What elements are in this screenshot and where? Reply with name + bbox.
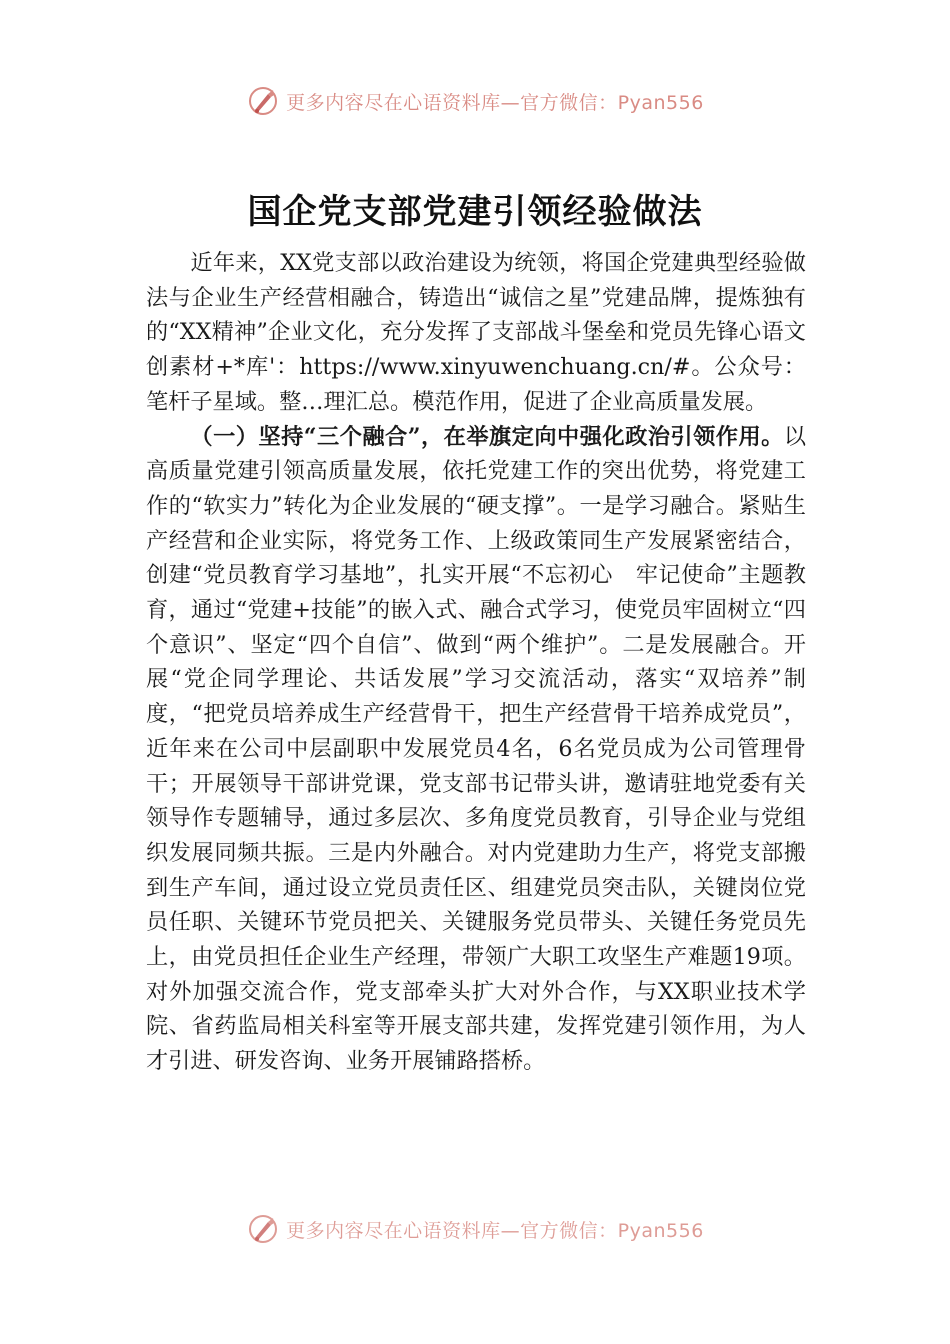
document-body xyxy=(146,246,806,1079)
watermark-text: 更多内容尽在心语资料库—官方微信：Pyan556 xyxy=(286,91,704,114)
section-body: 以高质量党建引领高质量发展，依托党建工作的突出优势，将党建工作的“软实力”转化为企业发展的“硬支撑”。一是学习融合。紧贴生产经营和企业实际，将党务工作、上级政策同生产发展紧密结合，创建“党员教育学习基地”，扎实开展“不忘初心 牢记使命”主题教育，通过“党建+技能”的嵌入式、融合式学习，使党员牢固树立“四个意识”、坚定“四个自信”、做到“两个维护”。二是发展融合。开展“党企同学理论、共话发展”学习交流活动，落实“双培养”制度，“把党员培养成生产经营骨干，把生产经营骨干培养成党员”，近年来在公司中层副职中发展党员4名，6名党员成为公司管理骨干；开展领导干部讲党课，党支部书记带头讲，邀请驻地党委有关领导作专题辅导，通过多层次、多角度党员教育，引导企业与党组织发展同频共振。三是内外融合。对内党建助力生产，将党支部搬到生产车间，通过设立党员责任区、组建党员突击队，关键岗位党员任职、关键环节党员把关、关键服务党员带头、关键任务党员先上，由党员担任企业生产经理，带领广大职工攻坚生产难题19项。对外加强交流合作，党支部牵头扩大对外合作，与XX职业技术学院、省药监局相关科室等开展支部共建，发挥党建引领作用，为人才引进、研发咨询、业务开展铺路搭桥。 xyxy=(146,423,806,1075)
document-title: 国企党支部党建引领经验做法 xyxy=(247,192,703,232)
pen-nib-logo-icon xyxy=(246,1212,280,1246)
intro-paragraph: 近年来，XX党支部以政治建设为统领，将国企党建典型经验做法与企业生产经营相融合，铸造出“诚信之星”党建品牌，提炼独有的“XX精神”企业文化，充分发挥了支部战斗堡垒和党员先锋心语文创素材+*库'：https://www.xinyuwenchuang.cn/#。公众号：笔杆子星域。整…理汇总。模范作用，促进了企业高质量发展。 xyxy=(146,250,806,415)
watermark-text: 更多内容尽在心语资料库—官方微信：Pyan556 xyxy=(286,1219,704,1242)
section-paragraph xyxy=(146,420,806,1079)
pen-nib-logo-icon xyxy=(246,84,280,118)
watermark-header xyxy=(0,84,950,118)
watermark-footer xyxy=(0,1212,950,1246)
section-heading: （一）坚持“三个融合”，在举旗定向中强化政治引领作用。 xyxy=(190,423,784,450)
